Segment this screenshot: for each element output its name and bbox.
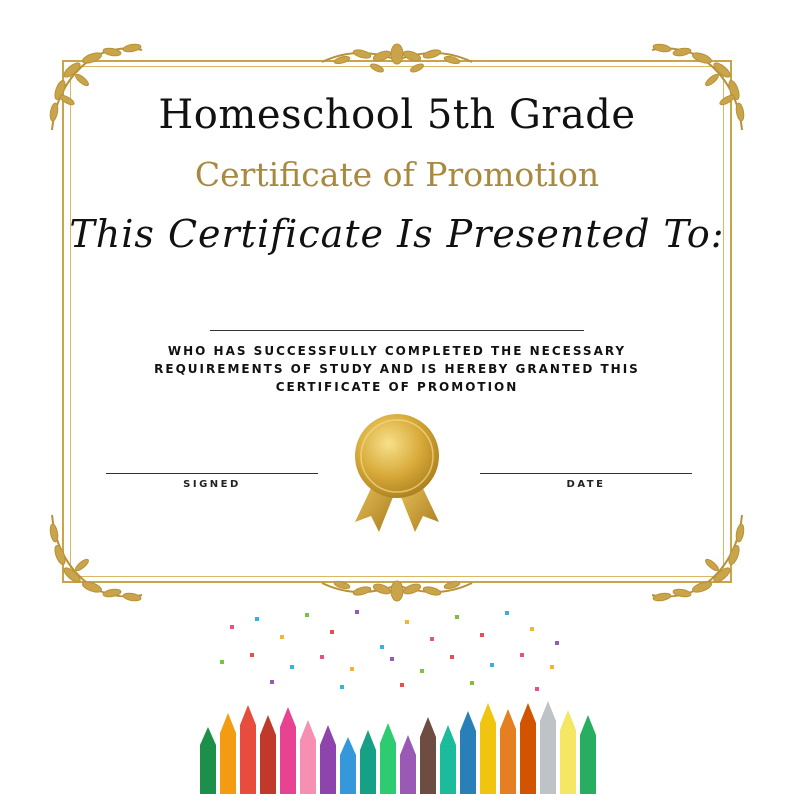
certificate-subtitle: Certificate of Promotion: [194, 155, 600, 194]
colored-pencils-illustration: [190, 605, 610, 794]
statement-line: CERTIFICATE OF PROMOTION: [275, 380, 519, 394]
certificate-title: Homeschool 5th Grade: [158, 92, 636, 138]
signature-line[interactable]: [106, 473, 318, 474]
confetti-illustration: [220, 610, 559, 691]
promotion-statement: [110, 342, 684, 396]
signed-label: SIGNED: [183, 479, 241, 490]
bottom-left-flourish-icon: [42, 505, 152, 605]
gold-award-seal-icon: [345, 410, 449, 534]
statement-line: REQUIREMENTS OF STUDY AND IS HEREBY GRANTED THIS: [154, 362, 640, 376]
date-label: DATE: [566, 479, 606, 490]
presented-to-heading: This Certificate Is Presented To:: [69, 212, 725, 256]
top-center-flourish-icon: [317, 40, 477, 80]
date-line[interactable]: [480, 473, 692, 474]
statement-line: WHO HAS SUCCESSFULLY COMPLETED THE NECESSARY: [167, 344, 627, 358]
bottom-center-flourish-icon: [317, 565, 477, 605]
bottom-right-flourish-icon: [642, 505, 752, 605]
recipient-name-line[interactable]: [210, 330, 584, 331]
pencil-row: [200, 701, 596, 794]
